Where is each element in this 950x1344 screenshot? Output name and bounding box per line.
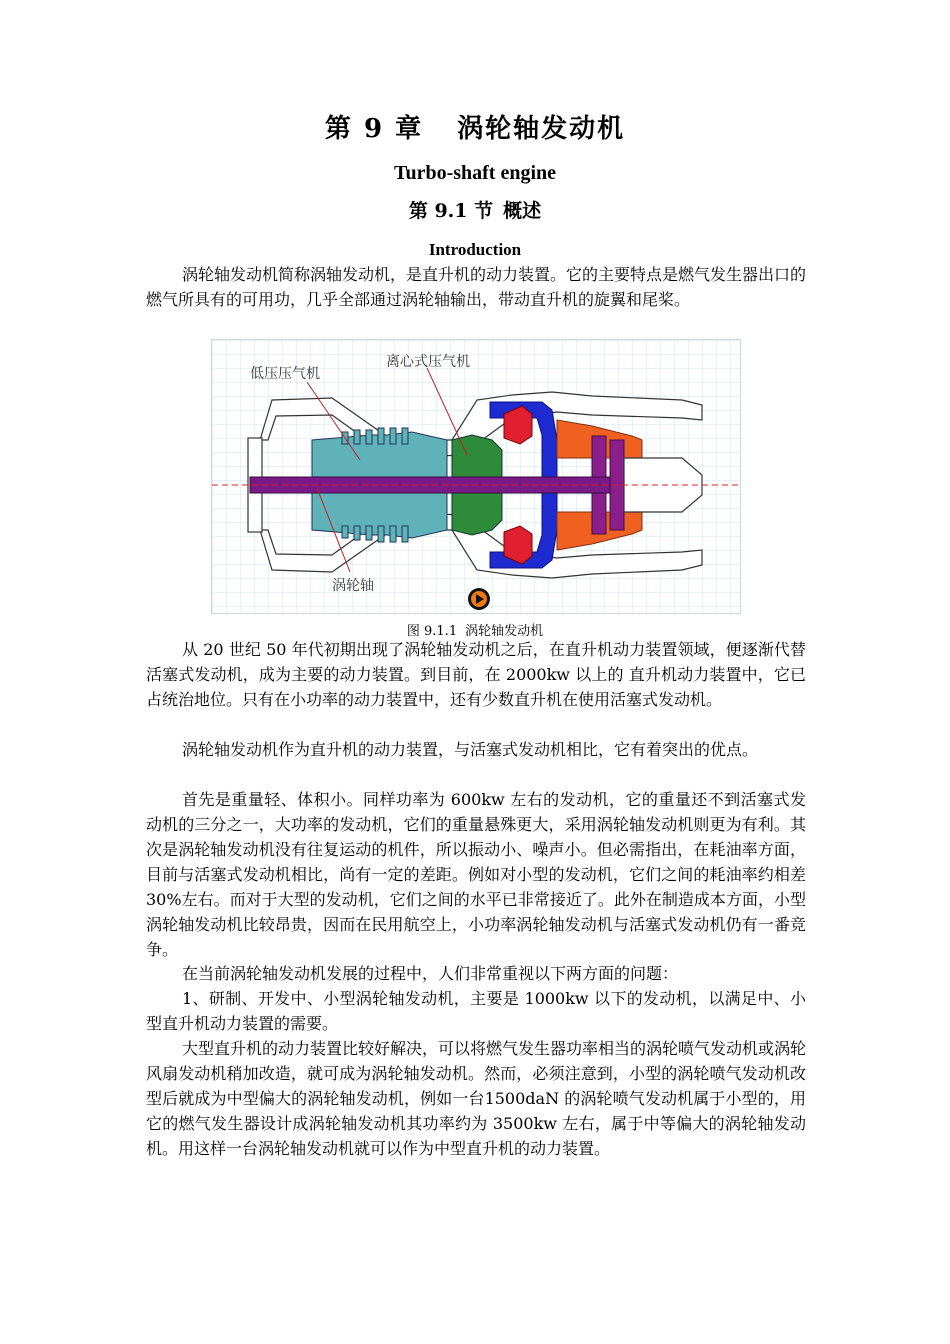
chapter-name: 涡轮轴发动机 [457,114,626,144]
label-turbine-shaft: 涡轮轴 [332,578,374,594]
paragraph-4: 首先是重量轻、体积小。同样功率为 600kw 左右的发动机，它的重量还不到活塞式发动机的三分之一，大功率的发动机，它们的重量悬殊更大，采用涡轮轴发动机则更为有利。其次是涡轮轴发动机没有往复运动的机件，所以振动小、噪声小。但必需指出，在耗油率方面，目前与活塞式发动机相比，尚有一定的差距。例如对小型的发动机，它们之间的耗油率约相差 30%左右。而对于大型的发动机，它们之间的水平已非常接近了。此外在制造成本方面，小型涡轮轴发动机比较昂贵，因而在民用航空上，小功率涡轮轴发动机与活塞式发动机仍有一番竞争。 [146,790,806,959]
caption-number: 图 9.1.1 [406,624,458,639]
caption-text: 涡轮轴发动机 [465,624,544,639]
flame-lower [504,526,532,564]
flame-upper [504,406,532,444]
label-centrifugal-compressor: 离心式压气机 [386,354,470,370]
label-low-pressure-compressor: 低压压气机 [250,366,320,382]
paragraph-1: 涡轮轴发动机简称涡轴发动机，是直升机的动力装置。它的主要特点是燃气发生器出口的燃气所具有的可用功，几乎全部通过涡轮轴输出，带动直升机的旋翼和尾桨。 [146,265,807,309]
intro-heading: Introduction [428,240,522,259]
chapter-number: 第 9 章 [324,114,424,144]
english-title: Turbo-shaft engine [393,162,557,184]
section-title [0,196,950,223]
engine-diagram [212,340,740,613]
section-name: 概述 [503,200,542,222]
paragraph-2: 从 20 世纪 50 年代初期出现了涡轮轴发动机之后，在直升机动力装置领域，便逐渐代替活塞式发动机，成为主要的动力装置。到目前，在 2000kw 以上的 直升机动力装置中，它已占统治地位。只有在小功率的动力装置中，还有少数直升机在使用活塞式发动机。 [146,640,806,709]
paragraph-5: 在当前涡轮轴发动机发展的过程中，人们非常重视以下两方面的问题： [182,964,679,983]
section-number: 第 9.1 节 [408,200,494,222]
paragraph-3: 涡轮轴发动机作为直升机的动力装置，与活塞式发动机相比，它有着突出的优点。 [182,740,759,759]
chapter-title [0,108,950,145]
paragraph-7: 大型直升机的动力装置比较好解决，可以将燃气发生器功率相当的涡轮喷气发动机或涡轮风扇发动机稍加改造，就可成为涡轮轴发动机。然而，必须注意到，小型的涡轮喷气发动机改型后就成为中型偏大的涡轮轴发动机，例如一台1500daN 的涡轮喷气发动机属于小型的，用它的燃气发生器设计成涡轮轴发动机其功率约为 3500kw 左右，属于中等偏大的涡轮轴发动机。用这样一台涡轮轴发动机就可以作为中型直升机的动力装置。 [146,1039,807,1158]
play-icon[interactable] [468,588,490,610]
paragraph-6: 1、研制、开发中、小型涡轮轴发动机，主要是 1000kw 以下的发动机，以满足中、小型直升机动力装置的需要。 [146,989,806,1033]
engine-figure [211,339,741,614]
